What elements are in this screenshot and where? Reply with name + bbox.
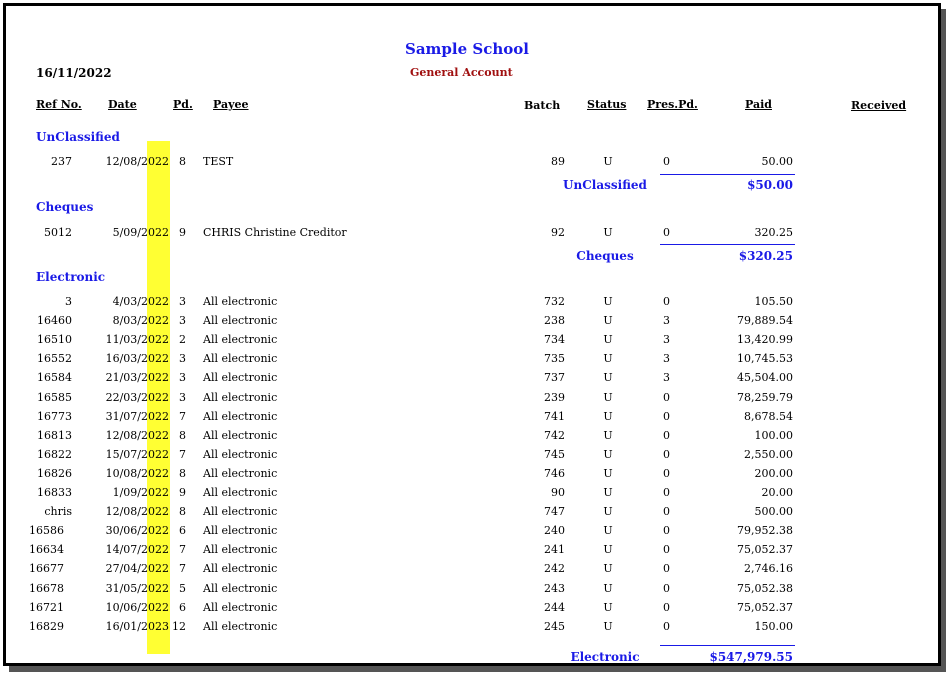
- row-date: 15/07/2022: [105, 447, 169, 461]
- row-payee: All electronic: [203, 409, 278, 423]
- row-pres-pd: 0: [663, 466, 670, 480]
- row-period: 7: [179, 409, 186, 423]
- row-ref: 16552: [37, 352, 72, 366]
- row-paid: 8,678.54: [744, 409, 793, 423]
- row-batch: 732: [544, 295, 565, 308]
- subtotal-label: Electronic: [570, 650, 640, 664]
- subtotal-amount: $320.25: [738, 249, 793, 263]
- row-date: 16/01/2023: [105, 619, 169, 633]
- row-payee: All electronic: [203, 295, 278, 308]
- row-ref: 3: [65, 295, 72, 308]
- row-status: U: [603, 505, 613, 519]
- row-ref: 16822: [37, 447, 72, 461]
- header-pres-pd: Pres.Pd.: [647, 98, 698, 111]
- row-date: 8/03/2022: [112, 314, 169, 328]
- row-pres-pd: 0: [663, 428, 670, 442]
- row-batch: 240: [544, 524, 565, 538]
- subtotal-rule: [660, 244, 795, 245]
- row-period: 3: [179, 371, 186, 385]
- row-pres-pd: 0: [663, 524, 670, 538]
- row-batch: 90: [551, 486, 565, 499]
- row-paid: 78,259.79: [737, 390, 793, 404]
- row-status: U: [603, 486, 613, 499]
- row-status: U: [603, 155, 613, 168]
- row-paid: 75,052.38: [737, 581, 793, 595]
- row-ref: 5012: [44, 226, 72, 239]
- row-pres-pd: 0: [663, 447, 670, 461]
- row-period: 3: [179, 314, 186, 328]
- row-pres-pd: 0: [663, 581, 670, 595]
- row-pres-pd: 0: [663, 390, 670, 404]
- row-pres-pd: 0: [663, 562, 670, 576]
- row-paid: 75,052.37: [737, 543, 793, 557]
- row-batch: 244: [544, 600, 565, 614]
- row-payee: TEST: [203, 155, 234, 168]
- section-heading: UnClassified: [36, 130, 120, 144]
- row-ref: 16585: [37, 390, 72, 404]
- row-ref: 16829: [29, 619, 64, 633]
- row-date: 16/03/2022: [105, 352, 169, 366]
- frame-shadow-right: [941, 9, 946, 672]
- row-ref: 16584: [37, 371, 72, 385]
- row-payee: All electronic: [203, 543, 278, 557]
- row-paid: 500.00: [754, 505, 793, 519]
- row-batch: 239: [544, 390, 565, 404]
- row-batch: 737: [544, 371, 565, 385]
- row-pres-pd: 0: [663, 486, 670, 499]
- section-heading: Cheques: [36, 200, 94, 214]
- row-period: 6: [179, 600, 186, 614]
- account-name: General Account: [410, 66, 513, 79]
- row-status: U: [603, 409, 613, 423]
- row-paid: 79,889.54: [737, 314, 793, 328]
- row-pres-pd: 3: [663, 371, 670, 385]
- header-payee: Payee: [213, 98, 249, 111]
- section-heading: Electronic: [36, 270, 106, 284]
- row-payee: CHRIS Christine Creditor: [203, 226, 347, 239]
- subtotal-label: Cheques: [576, 249, 634, 263]
- row-ref: 16460: [37, 314, 72, 328]
- row-ref: 16773: [37, 409, 72, 423]
- row-payee: All electronic: [203, 562, 278, 576]
- row-batch: 735: [544, 352, 565, 366]
- row-payee: All electronic: [203, 524, 278, 538]
- row-date: 12/08/2022: [105, 155, 169, 168]
- header-pd: Pd.: [173, 98, 193, 111]
- subtotal-rule: [660, 174, 795, 175]
- row-period: 5: [179, 581, 186, 595]
- row-status: U: [603, 581, 613, 595]
- header-batch: Batch: [524, 99, 561, 112]
- row-batch: 238: [544, 314, 565, 328]
- row-payee: All electronic: [203, 486, 278, 499]
- row-date: 1/09/2022: [112, 486, 169, 499]
- row-pres-pd: 0: [663, 155, 670, 168]
- row-status: U: [603, 226, 613, 239]
- row-ref: chris: [44, 505, 72, 519]
- row-batch: 742: [544, 428, 565, 442]
- row-status: U: [603, 562, 613, 576]
- row-paid: 100.00: [754, 428, 793, 442]
- row-payee: All electronic: [203, 466, 278, 480]
- row-status: U: [603, 543, 613, 557]
- header-ref: Ref No.: [36, 98, 82, 111]
- school-title: Sample School: [405, 40, 529, 58]
- row-period: 8: [179, 428, 186, 442]
- row-pres-pd: 0: [663, 226, 670, 239]
- row-pres-pd: 0: [663, 600, 670, 614]
- subtotal-amount: $547,979.55: [709, 650, 793, 664]
- row-payee: All electronic: [203, 314, 278, 328]
- row-batch: 741: [544, 409, 565, 423]
- row-pres-pd: 0: [663, 543, 670, 557]
- row-date: 11/03/2022: [105, 333, 169, 347]
- report-date: 16/11/2022: [36, 66, 112, 80]
- row-status: U: [603, 619, 613, 633]
- row-status: U: [603, 447, 613, 461]
- row-date: 12/08/2022: [105, 505, 169, 519]
- row-status: U: [603, 390, 613, 404]
- row-payee: All electronic: [203, 371, 278, 385]
- row-payee: All electronic: [203, 447, 278, 461]
- row-period: 8: [179, 155, 186, 168]
- row-paid: 13,420.99: [737, 333, 793, 347]
- row-batch: 241: [544, 543, 565, 557]
- row-paid: 20.00: [761, 486, 793, 499]
- row-payee: All electronic: [203, 581, 278, 595]
- row-paid: 105.50: [754, 295, 793, 308]
- row-pres-pd: 3: [663, 352, 670, 366]
- row-ref: 16813: [37, 428, 72, 442]
- row-batch: 242: [544, 562, 565, 576]
- row-status: U: [603, 333, 613, 347]
- row-pres-pd: 0: [663, 505, 670, 519]
- row-paid: 79,952.38: [737, 524, 793, 538]
- row-payee: All electronic: [203, 352, 278, 366]
- row-status: U: [603, 352, 613, 366]
- row-date: 21/03/2022: [105, 371, 169, 385]
- row-batch: 92: [551, 226, 565, 239]
- row-batch: 734: [544, 333, 565, 347]
- row-date: 12/08/2022: [105, 428, 169, 442]
- row-payee: All electronic: [203, 619, 278, 633]
- row-ref: 16721: [29, 600, 64, 614]
- row-period: 9: [179, 486, 186, 499]
- row-period: 3: [179, 390, 186, 404]
- row-paid: 2,746.16: [744, 562, 793, 576]
- subtotal-amount: $50.00: [747, 178, 793, 192]
- row-date: 4/03/2022: [112, 295, 169, 308]
- row-period: 7: [179, 447, 186, 461]
- row-period: 2: [179, 333, 186, 347]
- row-ref: 16678: [29, 581, 64, 595]
- row-status: U: [603, 295, 613, 308]
- row-date: 27/04/2022: [105, 562, 169, 576]
- row-ref: 16634: [29, 543, 64, 557]
- row-period: 8: [179, 466, 186, 480]
- frame-shadow-bottom: [9, 666, 946, 672]
- row-date: 5/09/2022: [112, 226, 169, 239]
- row-pres-pd: 3: [663, 314, 670, 328]
- subtotal-rule: [660, 645, 795, 646]
- row-pres-pd: 0: [663, 409, 670, 423]
- row-status: U: [603, 371, 613, 385]
- subtotal-label: UnClassified: [563, 178, 647, 192]
- row-payee: All electronic: [203, 600, 278, 614]
- row-date: 31/05/2022: [105, 581, 169, 595]
- row-batch: 747: [544, 505, 565, 519]
- row-payee: All electronic: [203, 333, 278, 347]
- row-payee: All electronic: [203, 505, 278, 519]
- row-date: 30/06/2022: [105, 524, 169, 538]
- row-batch: 243: [544, 581, 565, 595]
- row-ref: 16510: [37, 333, 72, 347]
- row-pres-pd: 3: [663, 333, 670, 347]
- row-batch: 746: [544, 466, 565, 480]
- row-date: 10/06/2022: [105, 600, 169, 614]
- row-paid: 320.25: [754, 226, 793, 239]
- row-date: 31/07/2022: [105, 409, 169, 423]
- row-status: U: [603, 428, 613, 442]
- row-paid: 50.00: [761, 155, 793, 168]
- row-ref: 16826: [37, 466, 72, 480]
- row-period: 3: [179, 295, 186, 308]
- row-date: 22/03/2022: [105, 390, 169, 404]
- row-date: 10/08/2022: [105, 466, 169, 480]
- row-period: 7: [179, 562, 186, 576]
- row-period: 6: [179, 524, 186, 538]
- row-period: 3: [179, 352, 186, 366]
- row-ref: 237: [51, 155, 72, 168]
- row-ref: 16833: [37, 486, 72, 499]
- row-paid: 10,745.53: [737, 352, 793, 366]
- row-batch: 89: [551, 155, 565, 168]
- row-ref: 16677: [29, 562, 64, 576]
- row-status: U: [603, 466, 613, 480]
- row-batch: 245: [544, 619, 565, 633]
- header-received: Received: [851, 99, 907, 112]
- row-period: 8: [179, 505, 186, 519]
- header-date: Date: [108, 98, 137, 111]
- row-paid: 45,504.00: [737, 371, 793, 385]
- row-status: U: [603, 314, 613, 328]
- row-date: 14/07/2022: [105, 543, 169, 557]
- row-pres-pd: 0: [663, 295, 670, 308]
- row-ref: 16586: [29, 524, 64, 538]
- row-period: 9: [179, 226, 186, 239]
- row-paid: 2,550.00: [744, 447, 793, 461]
- row-payee: All electronic: [203, 428, 278, 442]
- row-period: 12: [172, 619, 186, 633]
- row-period: 7: [179, 543, 186, 557]
- row-batch: 745: [544, 447, 565, 461]
- row-paid: 75,052.37: [737, 600, 793, 614]
- header-status: Status: [587, 98, 627, 111]
- row-paid: 200.00: [754, 466, 793, 480]
- row-paid: 150.00: [754, 619, 793, 633]
- row-payee: All electronic: [203, 390, 278, 404]
- row-pres-pd: 0: [663, 619, 670, 633]
- row-status: U: [603, 524, 613, 538]
- row-status: U: [603, 600, 613, 614]
- header-paid: Paid: [745, 98, 772, 111]
